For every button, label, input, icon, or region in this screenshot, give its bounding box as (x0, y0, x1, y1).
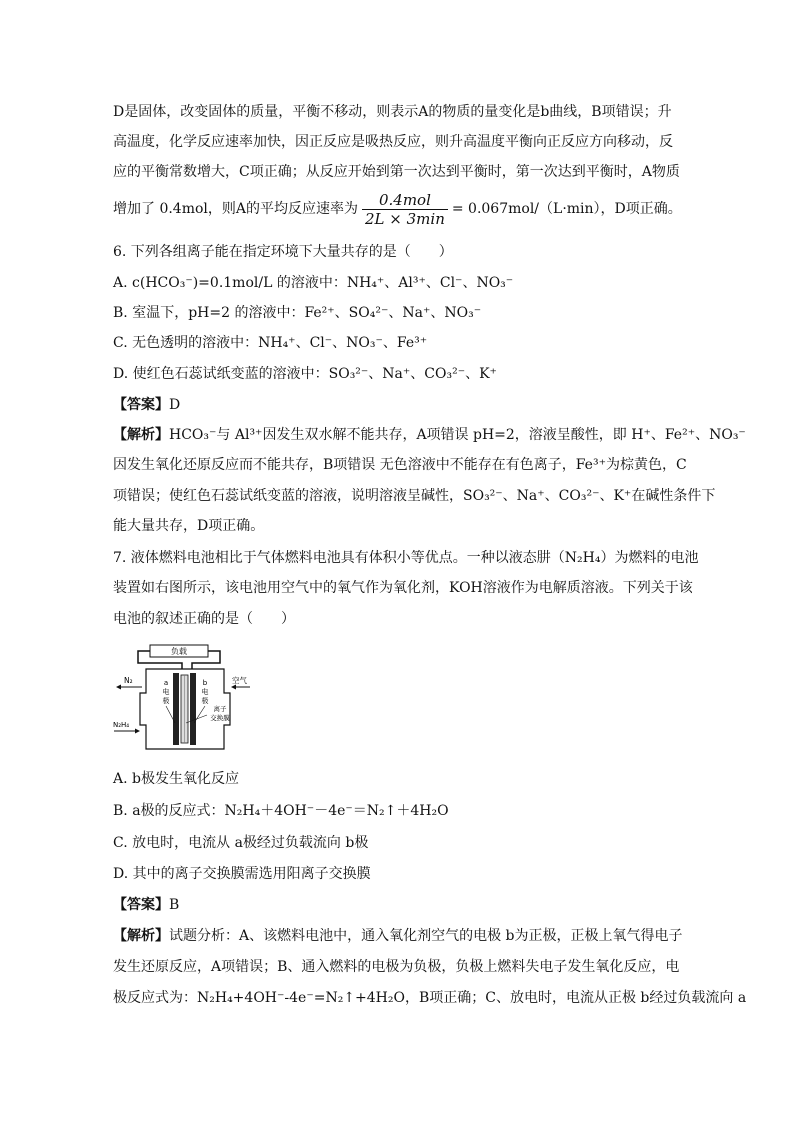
analysis-text: 试题分析：A、该燃料电池中，通入氧化剂空气的电极 b为正极，正极上氧气得电子 (169, 928, 683, 944)
q7-option-c: C. 放电时，电流从 a极经过负载流向 b极 (113, 835, 369, 851)
n2-arrow-head (116, 685, 121, 690)
fraction-denominator: 2L × 3min (365, 209, 445, 228)
q6-stem: 6. 下列各组离子能在指定环境下大量共存的是（ ） (113, 244, 453, 260)
p1-line-2: 高温度，化学反应速率加快，因正反应是吸热反应，则升高温度平衡向正反应方向移动，反 (113, 134, 673, 150)
q6-option-c: C. 无色透明的溶液中：NH₄⁺、Cl⁻、NO₃⁻、Fe³⁺ (113, 335, 428, 351)
q7-analysis-line-2: 发生还原反应，A项错误；B、通入燃料的电极为负极，负极上燃料失电子发生氧化反应，电 (113, 959, 680, 975)
b-electrode-label-1: b (202, 679, 208, 687)
membrane-label-2: 交换膜 (210, 714, 230, 722)
q6-answer (113, 394, 180, 414)
q7-analysis-line-3: 极反应式为：N₂H₄+4OH⁻-4e⁻=N₂↑+4H₂O，B项正确；C、放电时，电流从正极 b经过负载流向 a (113, 990, 747, 1006)
air-arrow-head (231, 685, 236, 690)
answer-tag: 【答案】 (113, 897, 169, 913)
a-electrode-label-1: a (163, 679, 169, 687)
q7-stem-line-1: 7. 液体燃料电池相比于气体燃料电池具有体积小等优点。一种以液态肼（N₂H₄）为燃料的电池 (113, 550, 699, 566)
q6-analysis-line-1 (113, 424, 746, 444)
electrode-a (173, 673, 179, 745)
p1-line-4-pre: 增加了 0.4mol，则A的平均反应速率为 (113, 201, 359, 217)
air-label: 空气 (232, 676, 247, 685)
b-electrode-label-2: 电 (201, 688, 209, 696)
n2h4-arrow-head (135, 729, 140, 734)
rate-fraction (362, 191, 448, 228)
answer-value: D (169, 397, 181, 413)
q7-answer (113, 894, 179, 914)
a-electrode-label-3: 极 (162, 697, 170, 705)
q7-stem-line-2: 装置如右图所示，该电池用空气中的氧气作为氧化剂，KOH溶液作为电解质溶液。下列关于该 (113, 580, 693, 596)
p1-line-4 (113, 189, 682, 229)
membrane-label-1: 离子 (213, 705, 227, 713)
analysis-tag: 【解析】 (113, 928, 169, 944)
q7-analysis-line-1 (113, 925, 683, 945)
q7-option-a: A. b极发生氧化反应 (113, 771, 239, 787)
answer-tag: 【答案】 (113, 397, 169, 413)
b-electrode-label-3: 极 (201, 697, 209, 705)
q6-option-d: D. 使红色石蕊试纸变蓝的溶液中：SO₃²⁻、Na⁺、CO₃²⁻、K⁺ (113, 366, 497, 382)
n2h4-label: N₂H₄ (113, 721, 130, 729)
p1-line-3: 应的平衡常数增大，C项正确；从反应开始到第一次达到平衡时，第一次达到平衡时，A物质 (113, 164, 680, 180)
q6-option-b: B. 室温下，pH=2 的溶液中：Fe²⁺、SO₄²⁻、Na⁺、NO₃⁻ (113, 305, 482, 321)
fuel-cell-diagram (112, 643, 252, 755)
a-electrode-label-2: 电 (162, 688, 170, 696)
analysis-tag: 【解析】 (113, 427, 169, 443)
electrode-b (190, 673, 196, 745)
load-label: 负载 (171, 647, 187, 656)
q6-analysis-line-2: 因发生氧化还原反应而不能共存，B项错误 无色溶液中不能存在有色离子，Fe³⁺为棕黄色，C (113, 457, 687, 473)
fraction-numerator: 0.4mol (362, 191, 448, 210)
q7-stem-line-3: 电池的叙述正确的是（ ） (113, 611, 295, 627)
q6-option-a: A. c(HCO₃⁻)=0.1mol/L 的溶液中：NH₄⁺、Al³⁺、Cl⁻、NO₃⁻ (113, 275, 514, 291)
analysis-text: HCO₃⁻与 Al³⁺因发生双水解不能共存，A项错误 pH=2，溶液呈酸性，即 H⁺、Fe²⁺、NO₃⁻ (169, 427, 746, 443)
q6-analysis-line-3: 项错误；使红色石蕊试纸变蓝的溶液，说明溶液呈碱性，SO₃²⁻、Na⁺、CO₃²⁻、K⁺在碱性条件下 (113, 488, 716, 504)
q7-option-b: B. a极的反应式：N₂H₄＋4OH⁻－4e⁻＝N₂↑＋4H₂O (113, 803, 449, 819)
p1-line-4-post: = 0.067mol/（L·min），D项正确。 (451, 201, 682, 217)
q6-analysis-line-4: 能大量共存，D项正确。 (113, 518, 265, 534)
p1-line-1: D是固体，改变固体的质量，平衡不移动，则表示A的物质的量变化是b曲线，B项错误；升 (113, 104, 672, 120)
n2-label: N₂ (124, 676, 133, 685)
answer-value: B (169, 897, 180, 913)
q7-option-d: D. 其中的离子交换膜需选用阳离子交换膜 (113, 866, 371, 882)
